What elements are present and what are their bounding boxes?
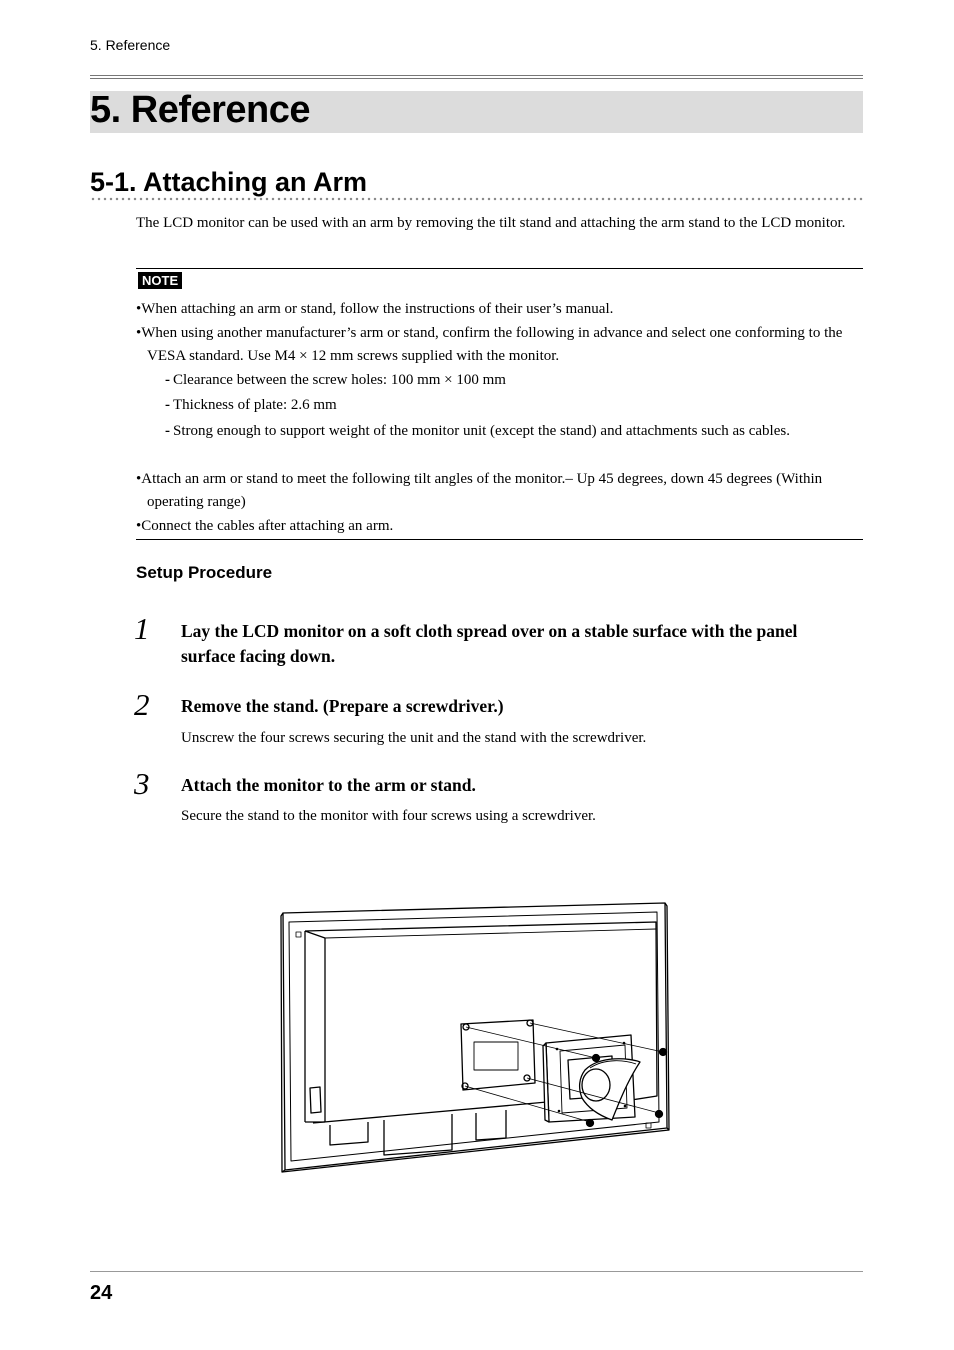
step-number: 1 (134, 611, 150, 646)
step-number: 2 (134, 687, 150, 722)
note-bullet: •When attaching an arm or stand, follow the instructions of their user’s manual. (136, 301, 614, 317)
note-bullet-text: Connect the cables after attaching an arm. (141, 518, 394, 534)
step-heading: Attach the monitor to the arm or stand. (181, 775, 476, 795)
procedure-title: Setup Procedure (136, 563, 273, 582)
note-bullet-text: When using another manufacturer’s arm or stand, confirm the following in advance and select one conforming to the VESA standard. Use M4 × 12 mm screws supplied with the monitor. (141, 325, 843, 364)
note-badge: NOTE (138, 272, 182, 289)
note-bullet-text: Attach an arm or stand to meet the following tilt angles of the monitor.– Up 45 degrees, down 45 degrees (Within operating range) (141, 471, 823, 510)
arm-attachment-illustration (278, 898, 673, 1178)
note-subitem: - Thickness of plate: 2.6 mm (165, 397, 337, 413)
running-header: 5. Reference (90, 37, 171, 53)
note-bullet-text: When attaching an arm or stand, follow the instructions of their user’s manual. (141, 301, 614, 317)
header-rule-double (90, 78, 863, 79)
note-subitem-text: Clearance between the screw holes: 100 mm × 100 mm (173, 372, 506, 388)
header-rule (90, 75, 863, 76)
note-bullet: •When using another manufacturer’s arm or stand, confirm the following in advance and select one conforming to the VESA standard. Use M4 × 12 mm screws supplied with the monitor. (136, 325, 843, 364)
section-title: 5-1. Attaching an Arm (90, 167, 368, 197)
step-description: Unscrew the four screws securing the unit and the stand with the screwdriver. (181, 730, 647, 746)
intro-paragraph: The LCD monitor can be used with an arm by removing the tilt stand and attaching the arm stand to the LCD monitor. (136, 215, 846, 231)
step-number: 3 (134, 766, 150, 801)
note-subitem-text: Strong enough to support weight of the monitor unit (except the stand) and attachments such as cables. (173, 423, 790, 439)
note-subitem-text: Thickness of plate: 2.6 mm (173, 397, 337, 413)
note-subitem: - Clearance between the screw holes: 100 mm × 100 mm (165, 372, 506, 388)
page-number: 24 (90, 1282, 113, 1304)
step-description: Secure the stand to the monitor with four screws using a screwdriver. (181, 808, 596, 824)
note-subitem: - Strong enough to support weight of the monitor unit (except the stand) and attachments such as cables. (165, 423, 790, 439)
chapter-title: 5. Reference (90, 89, 311, 131)
note-bullet: •Attach an arm or stand to meet the following tilt angles of the monitor.– Up 45 degrees, down 45 degrees (Within operating range) (136, 471, 823, 510)
note-top-rule (136, 268, 863, 269)
section-dotted-rule (90, 197, 863, 201)
step-heading: Lay the LCD monitor on a soft cloth spread over on a stable surface with the panel surface facing down. (181, 621, 798, 666)
step-heading: Remove the stand. (Prepare a screwdriver.) (181, 696, 504, 716)
note-bottom-rule (136, 539, 863, 540)
note-bullet: •Connect the cables after attaching an arm. (136, 518, 394, 534)
footer-rule (90, 1271, 863, 1272)
